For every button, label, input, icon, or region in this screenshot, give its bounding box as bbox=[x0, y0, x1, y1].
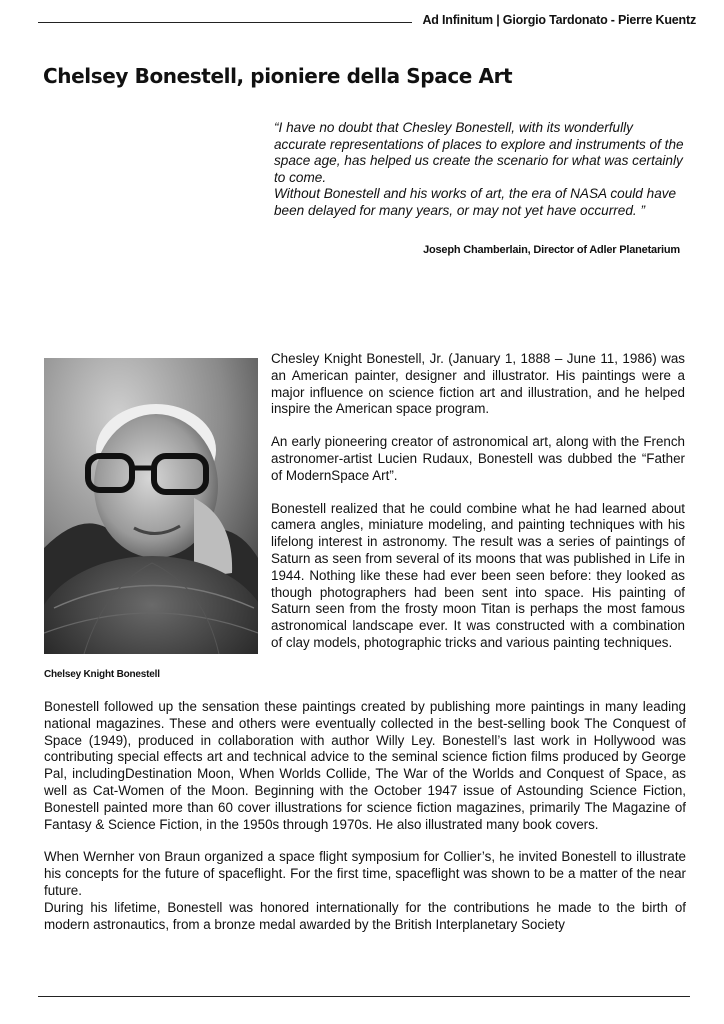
quote-paragraph: Without Bonestell and his works of art, the era of NASA could have been delayed for many years, or may not yet have occurred. ” bbox=[274, 186, 677, 218]
body-paragraph: An early pioneering creator of astronomical art, along with the French astronomer-artist Lucien Rudaux, Bonestell was dubbed the “Father of ModernSpace Art”. bbox=[271, 434, 685, 483]
article-title: Chelsey Bonestell, pioniere della Space Art bbox=[43, 64, 513, 88]
body-paragraph: Bonestell followed up the sensation these paintings created by publishing more paintings in many leading national magazines. These and others were eventually collected in the best-selling book The Conquest of Space (1949), produced in collaboration with author Willy Ley. Bonestell’s last work in Hollywood was contributing special effects art and technical advice to the seminal science fiction films produced by George Pal, includingDestination Moon, When Worlds Collide, The War of the Worlds and Conquest of Space, as well as Cat-Women of the Moon. Beginning with the October 1947 issue of Astounding Science Fiction, Bonestell painted more than 60 cover illustrations for science fiction magazines, primarily The Magazine of Fantasy & Science Fiction, in the 1950s through 1970s. He also illustrated many book covers. bbox=[44, 699, 686, 832]
portrait-illustration bbox=[44, 358, 258, 654]
body-paragraph: Bonestell realized that he could combine what he had learned about camera angles, miniature modeling, and painting techniques with his lifelong interest in astronomy. The result was a series of paintings of Saturn as seen from several of its moons that was published in Life in 1944. Nothing like these had ever been seen before: they looked as though photographers had been sent into space. His painting of Saturn seen from the frosty moon Titan is perhaps the most famous astronomical landscape ever. It was constructed with a combination of clay models, photographic tricks and various painting techniques. bbox=[271, 500, 685, 650]
body-full-width bbox=[44, 699, 686, 933]
body-paragraph: When Wernher von Braun organized a space flight symposium for Collier’s, he invited Bonestell to illustrate his concepts for the future of spaceflight. For the first time, spaceflight was shown to be a matter of the near future. bbox=[44, 849, 686, 898]
running-head: Ad Infinitum | Giorgio Tardonato - Pierre Kuentz bbox=[422, 13, 696, 27]
photo-caption: Chelsey Knight Bonestell bbox=[44, 669, 160, 680]
header-rule bbox=[38, 22, 412, 23]
body-paragraph: During his lifetime, Bonestell was honored internationally for the contributions he made to the birth of modern astronautics, from a bronze medal awarded by the British Interplanetary Society bbox=[44, 899, 686, 932]
body-column bbox=[271, 351, 685, 668]
footer-rule bbox=[38, 996, 690, 997]
epigraph-quote bbox=[274, 120, 686, 220]
body-paragraph: Chesley Knight Bonestell, Jr. (January 1, 1888 – June 11, 1986) was an American painter, designer and illustrator. His paintings were a major influence on science fiction art and illustration, and he helped inspire the American space program. bbox=[271, 351, 685, 417]
quote-attribution: Joseph Chamberlain, Director of Adler Planetarium bbox=[423, 244, 680, 256]
portrait-photo bbox=[44, 358, 258, 654]
quote-paragraph: “I have no doubt that Chesley Bonestell, with its wonderfully accurate representations of places to explore and instruments of the space age, has helped us create the scenario for what was certainly to come. bbox=[274, 120, 684, 185]
